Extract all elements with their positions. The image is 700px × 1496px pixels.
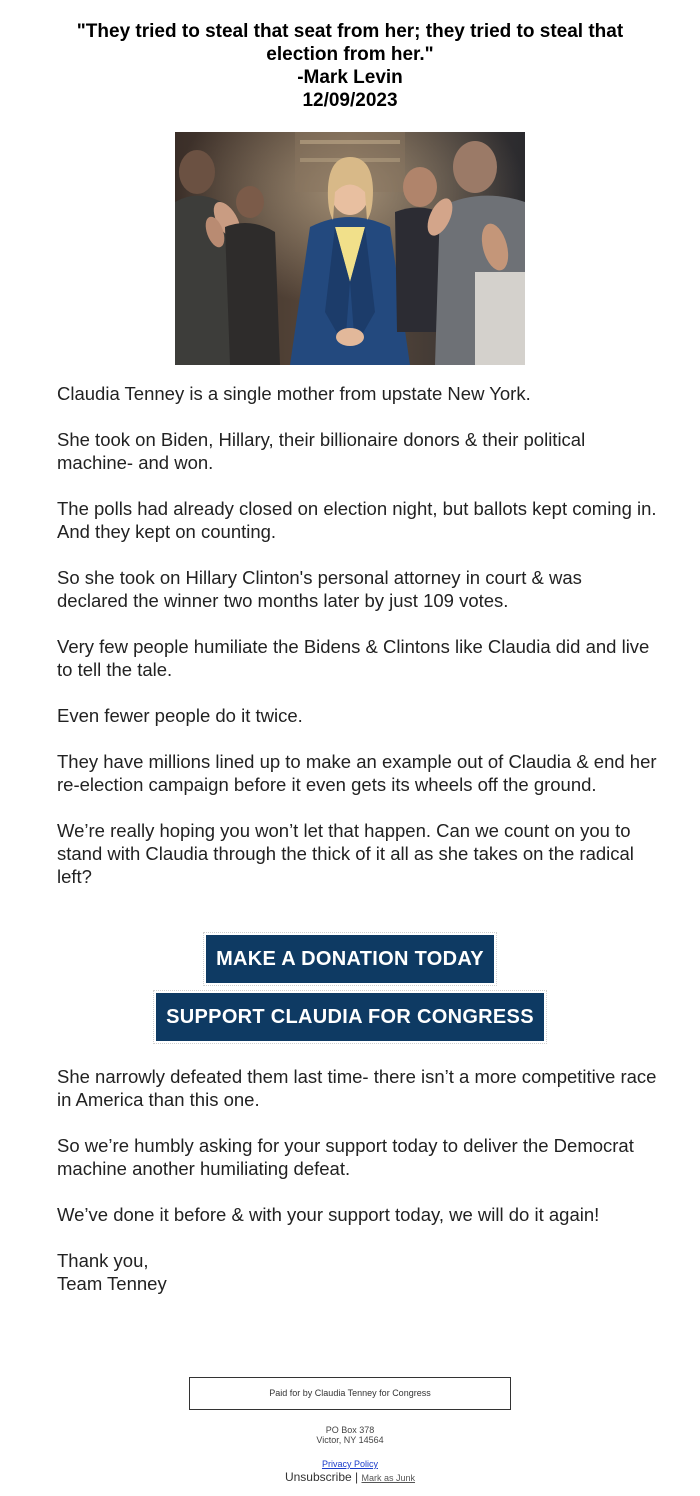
paid-for-disclaimer bbox=[189, 1377, 511, 1410]
body-paragraph: We’re really hoping you won’t let that happen. Can we count on you to stand with Claudia through the thick of it all as she takes on the radical left? bbox=[57, 820, 634, 887]
closing-body bbox=[57, 1065, 657, 1295]
signoff-line-2: Team Tenney bbox=[57, 1273, 167, 1294]
closing-paragraph: We’ve done it before & with your support today, we will do it again! bbox=[57, 1204, 600, 1225]
unsubscribe-line bbox=[0, 1470, 700, 1485]
body-paragraph: They have millions lined up to make an example out of Claudia & end her re-election campaign before it even gets its wheels off the ground. bbox=[57, 751, 657, 795]
quote-block bbox=[40, 20, 660, 112]
body-paragraph: She took on Biden, Hillary, their billionaire donors & their political machine- and won. bbox=[57, 429, 586, 473]
mailing-address bbox=[0, 1425, 700, 1445]
signoff bbox=[57, 1249, 657, 1295]
link-separator: | bbox=[355, 1470, 359, 1484]
body-paragraph: Claudia Tenney is a single mother from upstate New York. bbox=[57, 383, 531, 404]
body-paragraph: So she took on Hillary Clinton's personal attorney in court & was declared the winner two months later by just 109 votes. bbox=[57, 567, 582, 611]
body-paragraph: Very few people humiliate the Bidens & Clintons like Claudia did and live to tell the tale. bbox=[57, 636, 650, 680]
support-claudia-button[interactable]: SUPPORT CLAUDIA FOR CONGRESS bbox=[156, 993, 544, 1041]
closing-paragraph: So we’re humbly asking for your support today to deliver the Democrat machine another humiliating defeat. bbox=[57, 1135, 634, 1179]
quote-text: "They tried to steal that seat from her; they tried to steal that election from her." bbox=[76, 21, 624, 65]
paid-for-text: Paid for by Claudia Tenney for Congress bbox=[269, 1388, 431, 1398]
mark-as-junk-link[interactable]: Mark as Junk bbox=[361, 1473, 416, 1483]
hero-photo bbox=[175, 132, 525, 365]
footer-links bbox=[0, 1459, 700, 1485]
signoff-line-1: Thank you, bbox=[57, 1250, 149, 1271]
make-donation-button[interactable]: MAKE A DONATION TODAY bbox=[206, 935, 494, 983]
quote-author: -Mark Levin bbox=[297, 67, 403, 88]
privacy-policy-link[interactable]: Privacy Policy bbox=[321, 1459, 378, 1469]
address-line-1: PO Box 378 bbox=[325, 1425, 375, 1435]
body-paragraph: Even fewer people do it twice. bbox=[57, 705, 303, 726]
quote-date: 12/09/2023 bbox=[302, 90, 398, 111]
cta-donate-row bbox=[0, 935, 700, 983]
hero-photo-illustration bbox=[175, 132, 525, 365]
address-line-2: Victor, NY 14564 bbox=[316, 1435, 384, 1445]
cta-support-row bbox=[0, 993, 700, 1041]
closing-paragraph: She narrowly defeated them last time- there isn’t a more competitive race in America than this one. bbox=[57, 1066, 657, 1110]
unsubscribe-link[interactable]: Unsubscribe bbox=[284, 1470, 352, 1484]
message-body bbox=[57, 382, 657, 911]
body-paragraph: The polls had already closed on election night, but ballots kept coming in. And they kept on counting. bbox=[57, 498, 657, 542]
